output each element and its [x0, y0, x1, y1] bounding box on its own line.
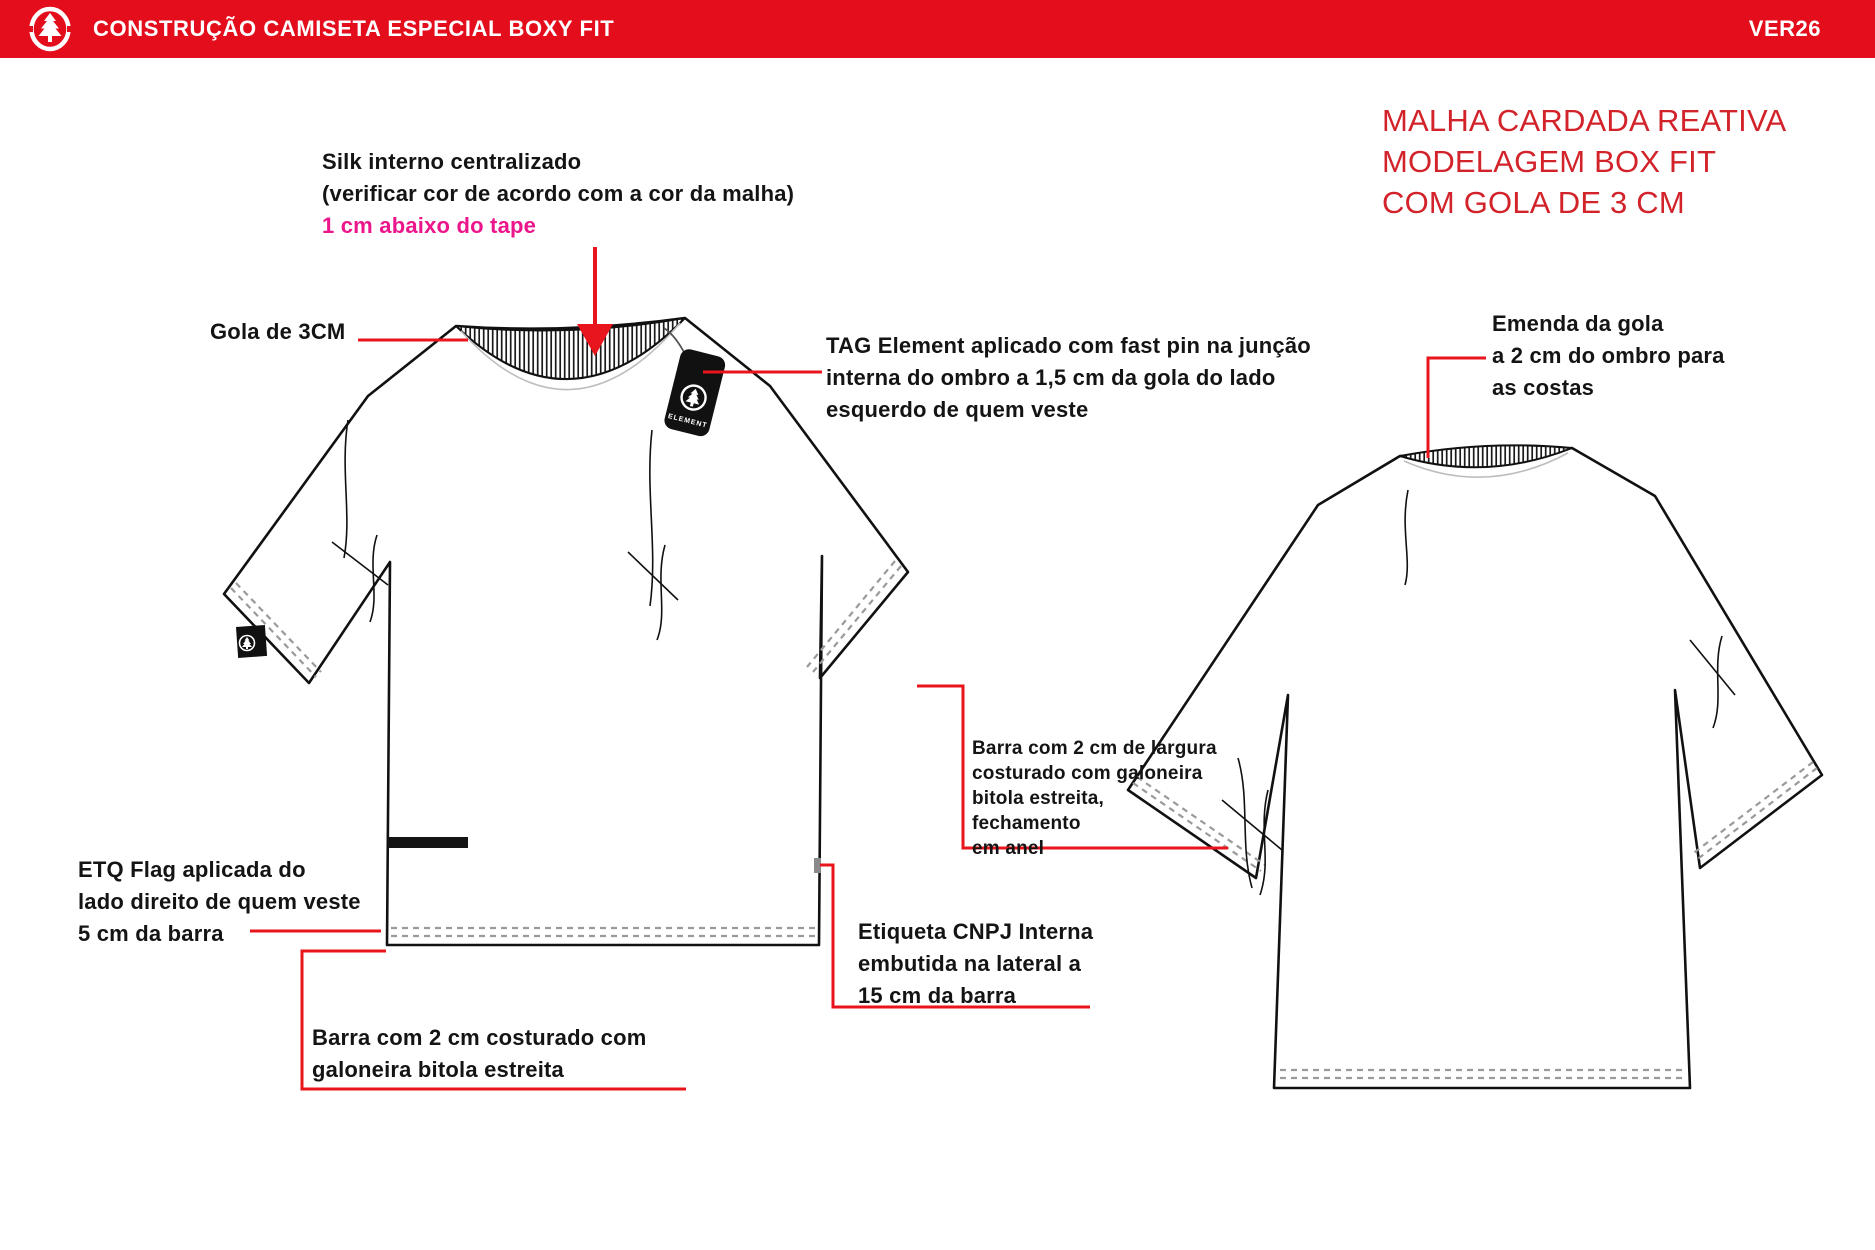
sleeve-label — [236, 625, 267, 658]
fabric-note-line: MODELAGEM BOX FIT — [1382, 144, 1717, 179]
back-shirt-drawing — [1128, 445, 1822, 1088]
callout-tag-line: TAG Element aplicado com fast pin na junção — [826, 333, 1311, 358]
callout-emenda-line: Emenda da gola — [1492, 311, 1664, 336]
callout-etq-flag — [78, 854, 361, 950]
front-body-outline — [224, 318, 908, 945]
callout-barra-largura-line: Barra com 2 cm de largura — [972, 738, 1217, 759]
callout-barra-largura-line: costurado com galoneira — [972, 763, 1203, 784]
front-shirt-drawing — [224, 318, 908, 945]
callout-etq-line: lado direito de quem veste — [78, 889, 361, 914]
document-title: CONSTRUÇÃO CAMISETA ESPECIAL BOXY FIT — [93, 16, 615, 41]
callout-barra-largura-line: em anel — [972, 838, 1045, 859]
cnpj-label-mark — [814, 858, 821, 873]
callout-tag-element — [826, 330, 1311, 426]
back-body-outline — [1128, 448, 1822, 1088]
leader-emenda-gola — [1428, 358, 1486, 458]
callout-barra-costurada-line: galoneira bitola estreita — [312, 1057, 564, 1082]
callout-emenda-gola — [1492, 308, 1725, 404]
fabric-note — [1382, 100, 1786, 223]
callout-barra-costurada-line: Barra com 2 cm costurado com — [312, 1025, 647, 1050]
version-label: VER26 — [1748, 16, 1821, 41]
fabric-note-line: COM GOLA DE 3 CM — [1382, 185, 1685, 220]
callout-silk — [322, 146, 794, 242]
callout-tag-line: esquerdo de quem veste — [826, 397, 1089, 422]
hang-tag-brand: ELEMENT — [667, 413, 709, 430]
callout-silk-line: Silk interno centralizado — [322, 149, 582, 174]
callout-tag-line: interna do ombro a 1,5 cm da gola do lado — [826, 365, 1276, 390]
callout-emenda-line: a 2 cm do ombro para — [1492, 343, 1725, 368]
callout-silk-highlight: 1 cm abaixo do tape — [322, 213, 537, 238]
callout-gola-line: Gola de 3CM — [210, 319, 346, 344]
etq-flag-label — [388, 837, 468, 848]
callout-barra-largura-line: fechamento — [972, 813, 1081, 834]
callout-cnpj-line: Etiqueta CNPJ Interna — [858, 919, 1094, 944]
callout-barra-largura — [972, 736, 1217, 861]
callout-gola — [210, 316, 345, 348]
callout-etq-line: 5 cm da barra — [78, 921, 224, 946]
callout-emenda-line: as costas — [1492, 375, 1595, 400]
callout-barra-largura-line: bitola estreita, — [972, 788, 1105, 809]
callout-etq-line: ETQ Flag aplicada do — [78, 857, 306, 882]
callout-barra-costurada — [312, 1022, 647, 1086]
callout-cnpj-line: embutida na lateral a — [858, 951, 1082, 976]
callout-cnpj-line: 15 cm da barra — [858, 983, 1017, 1008]
callout-etiqueta-cnpj — [858, 916, 1093, 1012]
callout-silk-line: (verificar cor de acordo com a cor da malha) — [322, 181, 795, 206]
fabric-note-line: MALHA CARDADA REATIVA — [1382, 103, 1787, 138]
